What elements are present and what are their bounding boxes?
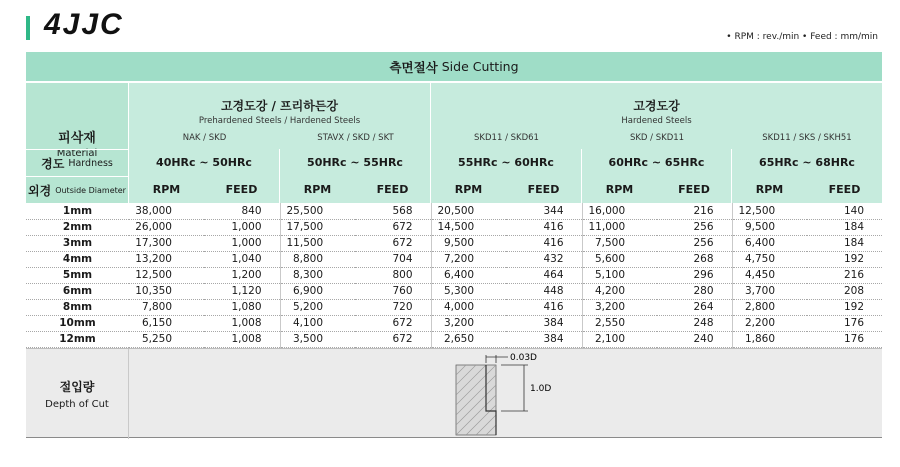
feed-cell: 384 (506, 331, 582, 347)
rpm-cell: 9,500 (732, 219, 807, 235)
steel-grade: SKD11 / SKD61 (474, 133, 539, 143)
rpm-cell: 8,800 (280, 251, 355, 267)
feed-header: FEED (828, 183, 861, 196)
rpm-cell: 7,500 (582, 235, 657, 251)
feed-cell: 416 (506, 219, 582, 235)
steel-grade: SKD / SKD11 (629, 133, 685, 143)
diameter-cell: 12mm (26, 331, 129, 347)
feed-cell: 176 (807, 315, 882, 331)
group-korean: 고경도강 / 프리하든강 (220, 99, 339, 113)
rpm-cell: 3,200 (431, 315, 506, 331)
rpm-cell: 11,000 (582, 219, 657, 235)
rpm-cell: 4,200 (582, 283, 657, 299)
rpm-cell: 2,550 (582, 315, 657, 331)
diameter-cell: 5mm (26, 267, 129, 283)
diameter-cell: 2mm (26, 219, 129, 235)
hardness-value: 50HRc ~ 55HRc (280, 149, 431, 176)
rpm-cell: 2,650 (431, 331, 506, 347)
diameter-cell: 1mm (26, 203, 129, 219)
rpm-cell: 10,350 (129, 283, 204, 299)
feed-header: FEED (506, 176, 582, 203)
rpm-cell: 2,800 (732, 299, 807, 315)
rpm-cell: 3,200 (582, 299, 657, 315)
table-row (26, 331, 882, 347)
table-row (26, 283, 882, 299)
feed-header: FEED (657, 176, 732, 203)
rpm-cell: 8,300 (280, 267, 355, 283)
feed-cell: 1,008 (204, 331, 280, 347)
hardness-value: 65HRc ~ 68HRc (759, 156, 855, 169)
rpm-cell: 4,450 (732, 267, 807, 283)
doc-english: Depth of Cut (45, 399, 109, 410)
feed-cell: 1,008 (204, 315, 280, 331)
feed-cell: 264 (657, 299, 732, 315)
title-english: Side Cutting (441, 59, 519, 74)
feed-cell: 384 (506, 315, 582, 331)
table-row (26, 299, 882, 315)
rpm-cell: 2,200 (732, 315, 807, 331)
steel-grade: NAK / SKD (182, 133, 227, 143)
feed-cell: 704 (355, 251, 431, 267)
feed-cell: 672 (355, 219, 431, 235)
depth-of-cut-diagram (446, 351, 586, 437)
feed-cell: 296 (657, 267, 732, 283)
rpm-cell: 5,600 (582, 251, 657, 267)
od-english: Outside Diameter (55, 185, 126, 195)
rpm-header: RPM (152, 183, 181, 196)
feed-cell: 216 (807, 267, 882, 283)
rpm-header: RPM (303, 183, 332, 196)
feed-cell: 268 (657, 251, 732, 267)
depth-of-cut-row (26, 348, 882, 438)
feed-cell: 568 (355, 203, 431, 219)
feed-cell: 1,120 (204, 283, 280, 299)
rpm-cell: 17,300 (129, 235, 204, 251)
hardness-value: 55HRc ~ 60HRc (431, 149, 582, 176)
feed-cell: 344 (506, 203, 582, 219)
rpm-cell: 5,300 (431, 283, 506, 299)
diameter-cell: 6mm (26, 283, 129, 299)
feed-cell: 216 (657, 203, 732, 219)
table-row (26, 251, 882, 267)
rpm-cell: 11,500 (280, 235, 355, 251)
feed-cell: 800 (355, 267, 431, 283)
product-logo: 4JJC (44, 8, 124, 41)
material-korean: 피삭재 (58, 131, 96, 146)
group-english: Prehardened Steels / Hardened Steels (198, 116, 361, 126)
depth-of-cut-label (26, 349, 129, 439)
steel-grade: SKD11 / SKS / SKH51 (762, 133, 852, 143)
feed-cell: 248 (657, 315, 732, 331)
hardness-header (26, 149, 129, 176)
hardness-row (129, 149, 882, 176)
rpm-cell: 5,100 (582, 267, 657, 283)
rpm-cell: 3,500 (280, 331, 355, 347)
rpm-cell: 7,800 (129, 299, 204, 315)
rpm-cell: 17,500 (280, 219, 355, 235)
table-title (26, 52, 882, 82)
rpm-cell: 6,400 (732, 235, 807, 251)
hardness-value: 60HRc ~ 65HRc (582, 149, 732, 176)
material-english: Material (56, 148, 98, 159)
feed-cell: 176 (807, 331, 882, 347)
group-english: Hardened Steels (621, 116, 692, 126)
rpm-cell: 12,500 (732, 203, 807, 219)
table-row (26, 235, 882, 251)
rpm-cell: 7,200 (431, 251, 506, 267)
title-korean: 측면절삭 (389, 59, 438, 75)
rpm-cell: 1,860 (732, 331, 807, 347)
feed-cell: 840 (204, 203, 280, 219)
rpm-cell: 6,400 (431, 267, 506, 283)
steel-grade: STAVX / SKD / SKT (317, 133, 394, 143)
workpiece-hatch-icon (456, 365, 496, 435)
feed-cell: 1,040 (204, 251, 280, 267)
feed-cell: 192 (807, 251, 882, 267)
rpm-header: RPM (454, 183, 483, 196)
rpm-cell: 4,000 (431, 299, 506, 315)
axial-doc-label: 1.0D (530, 384, 552, 394)
rpm-cell: 26,000 (129, 219, 204, 235)
diameter-cell: 8mm (26, 299, 129, 315)
feed-cell: 184 (807, 219, 882, 235)
units-note: • RPM : rev./min • Feed : mm/min (726, 32, 878, 42)
doc-korean: 절입량 (59, 380, 95, 394)
outside-diameter-header (26, 176, 129, 203)
table-row (26, 315, 882, 331)
rpm-header: RPM (755, 183, 784, 196)
rpm-cell: 5,200 (280, 299, 355, 315)
feed-cell: 1,200 (204, 267, 280, 283)
feed-cell: 256 (657, 219, 732, 235)
table-row (26, 267, 882, 283)
feed-header: FEED (355, 176, 431, 203)
cutting-data-table (26, 203, 882, 348)
feed-cell: 672 (355, 331, 431, 347)
feed-cell: 672 (355, 315, 431, 331)
table-header (26, 83, 882, 203)
feed-header: FEED (204, 176, 280, 203)
feed-cell: 416 (506, 235, 582, 251)
table-row (26, 203, 882, 219)
od-korean: 외경 (28, 183, 52, 198)
rpm-cell: 20,500 (431, 203, 506, 219)
feed-cell: 256 (657, 235, 732, 251)
diameter-cell: 10mm (26, 315, 129, 331)
feed-cell: 432 (506, 251, 582, 267)
cutting-conditions-table (26, 52, 882, 440)
feed-cell: 280 (657, 283, 732, 299)
feed-cell: 464 (506, 267, 582, 283)
rpm-cell: 4,100 (280, 315, 355, 331)
feed-cell: 1,000 (204, 219, 280, 235)
rpm-cell: 9,500 (431, 235, 506, 251)
rpm-cell: 25,500 (280, 203, 355, 219)
rpm-cell: 2,100 (582, 331, 657, 347)
feed-cell: 760 (355, 283, 431, 299)
feed-cell: 240 (657, 331, 732, 347)
group-korean: 고경도강 (633, 99, 680, 113)
hardness-value: 40HRc ~ 50HRc (129, 149, 280, 176)
diameter-cell: 3mm (26, 235, 129, 251)
feed-cell: 1,000 (204, 235, 280, 251)
rpm-cell: 3,700 (732, 283, 807, 299)
feed-cell: 140 (807, 203, 882, 219)
rpm-cell: 5,250 (129, 331, 204, 347)
accent-bar (26, 16, 30, 40)
rpm-cell: 6,150 (129, 315, 204, 331)
rpm-cell: 38,000 (129, 203, 204, 219)
hardness-korean: 경도 (41, 156, 65, 171)
rpm-header: RPM (605, 183, 634, 196)
feed-cell: 1,080 (204, 299, 280, 315)
feed-cell: 208 (807, 283, 882, 299)
rpm-cell: 6,900 (280, 283, 355, 299)
feed-cell: 416 (506, 299, 582, 315)
rpm-cell: 4,750 (732, 251, 807, 267)
rpm-cell: 16,000 (582, 203, 657, 219)
rpm-cell: 12,500 (129, 267, 204, 283)
diameter-cell: 4mm (26, 251, 129, 267)
rpm-cell: 13,200 (129, 251, 204, 267)
rpm-feed-header-row (129, 176, 882, 203)
hardness-english: Hardness (68, 157, 113, 169)
feed-cell: 192 (807, 299, 882, 315)
table-row (26, 219, 882, 235)
feed-cell: 184 (807, 235, 882, 251)
feed-cell: 672 (355, 235, 431, 251)
radial-doc-label: 0.03D (510, 353, 537, 363)
rpm-cell: 14,500 (431, 219, 506, 235)
feed-cell: 720 (355, 299, 431, 315)
feed-cell: 448 (506, 283, 582, 299)
